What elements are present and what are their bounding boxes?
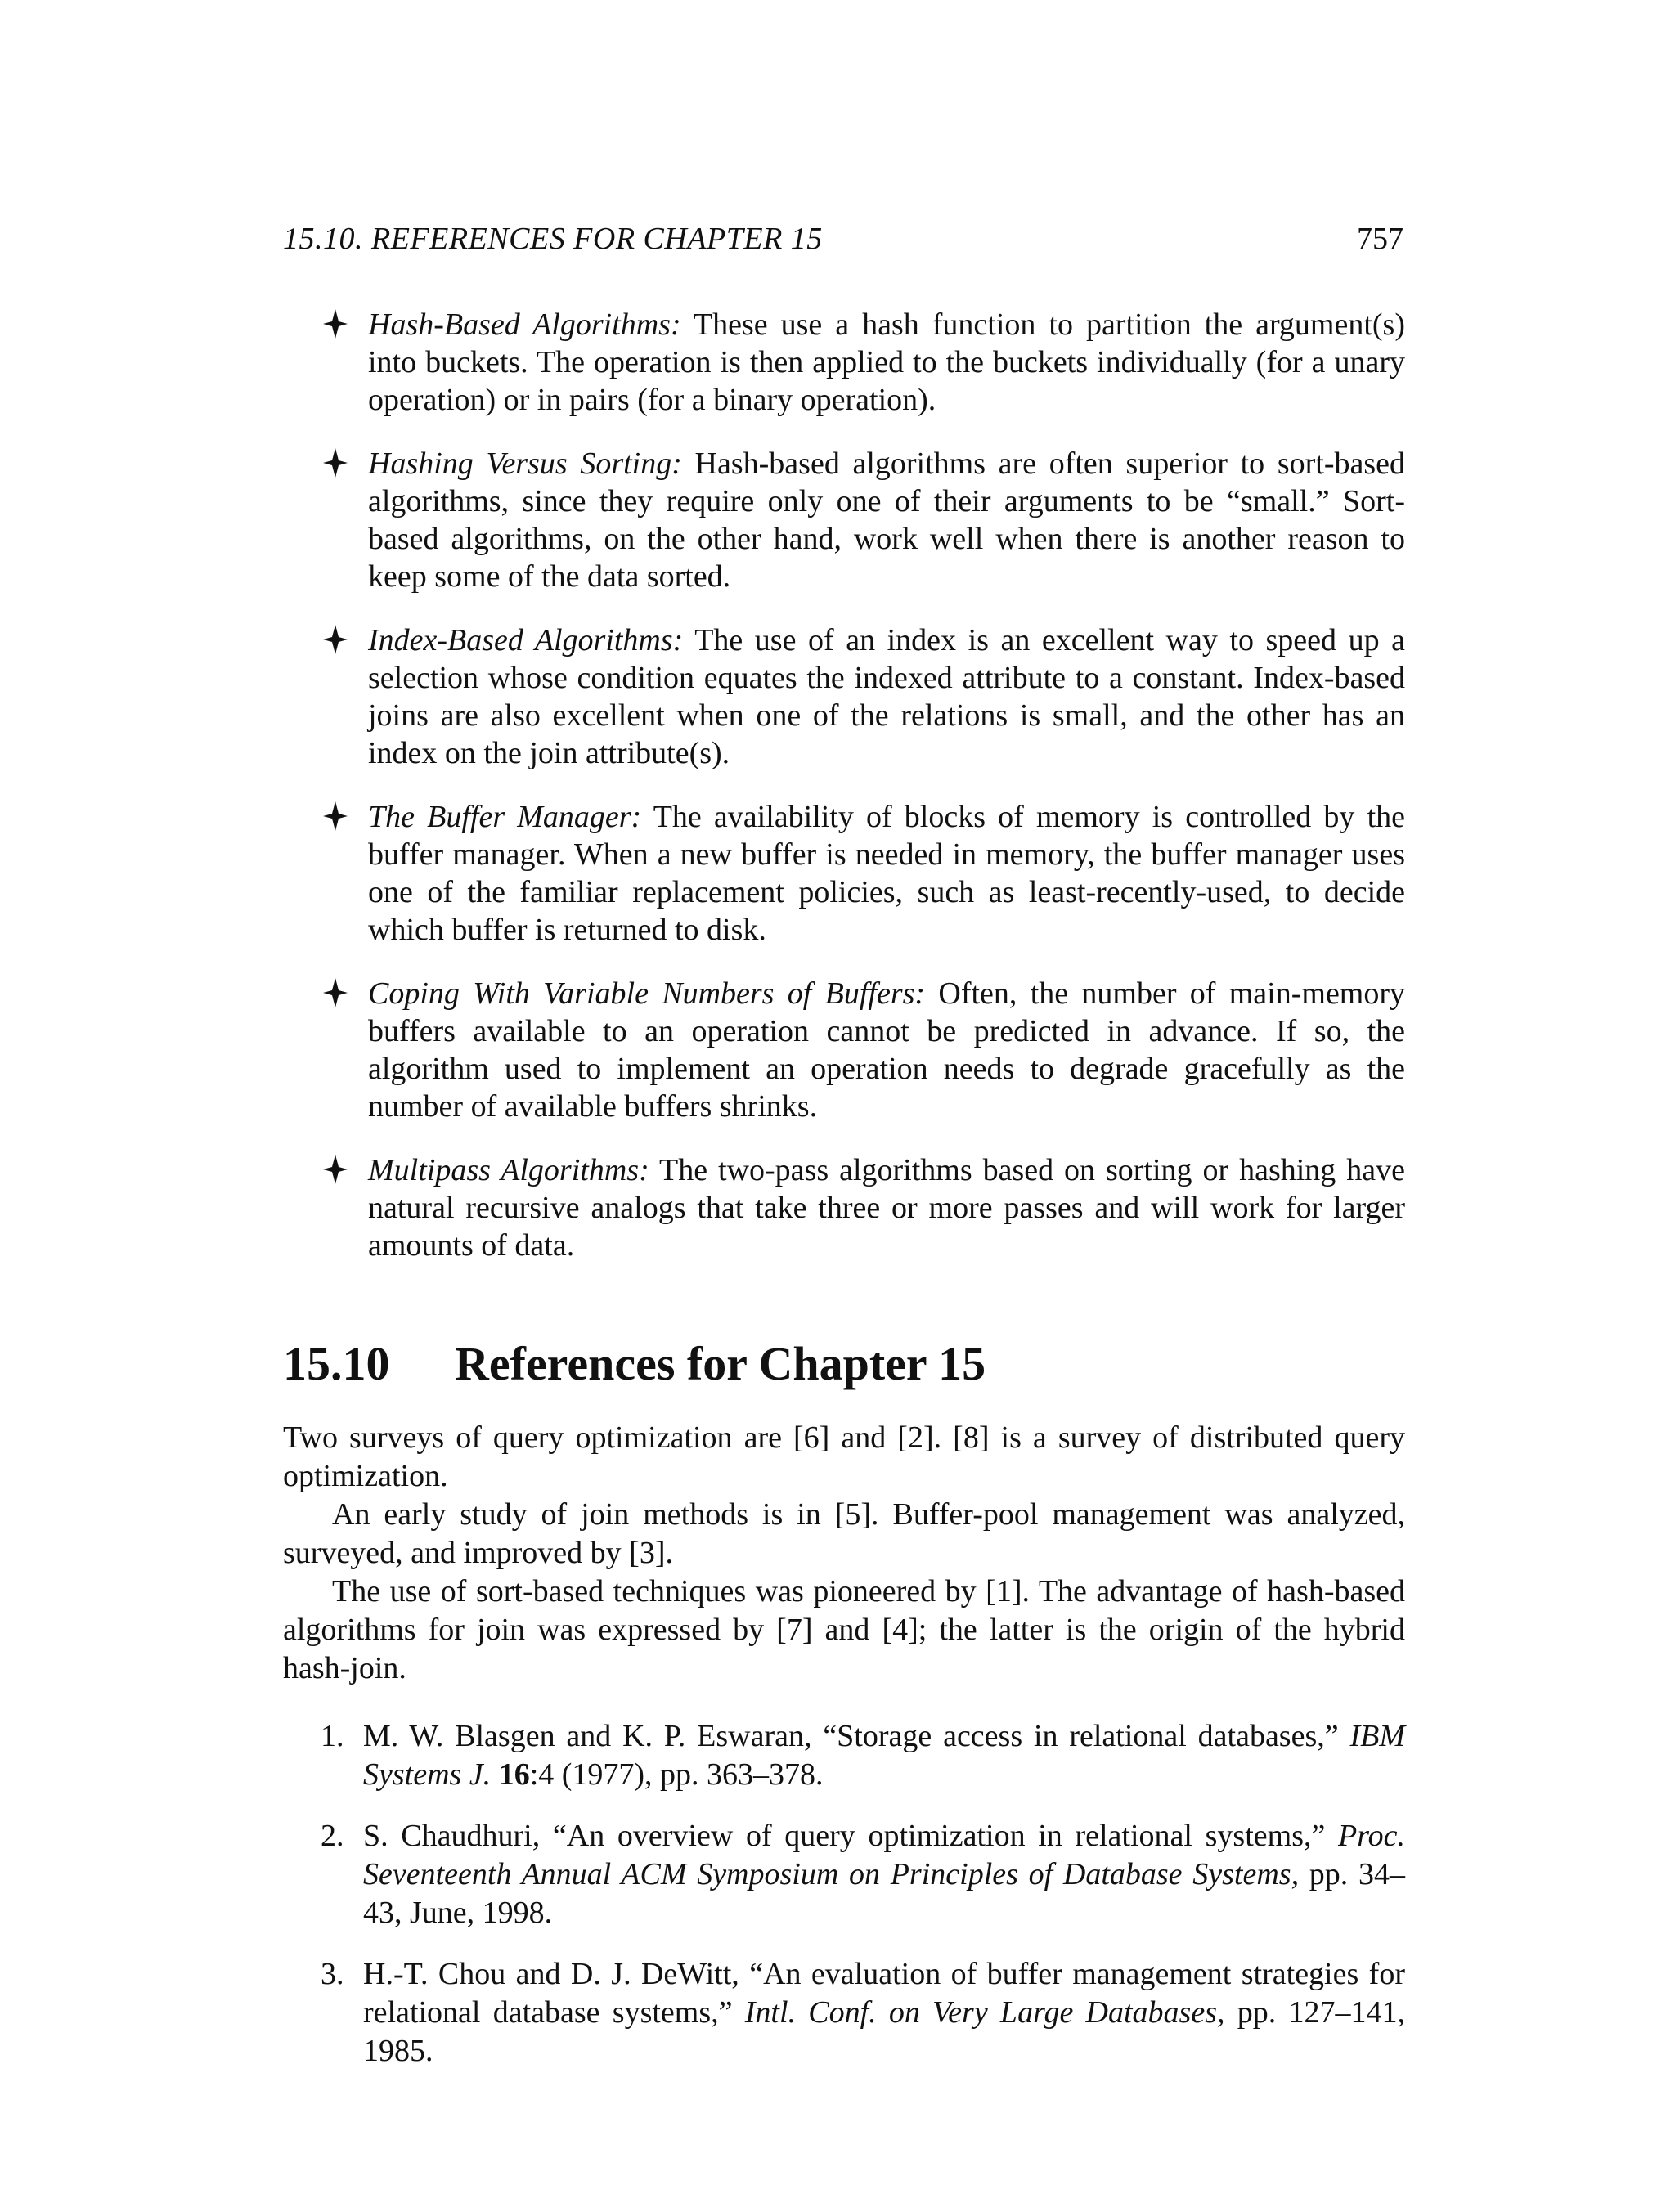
bullet-text: Hash-based algorithms are often superior to sort-based algorithms, since they require only one of their arguments to be “small.” Sort-based algorithms, on the other hand, work well when there is another reason to keep some of the data sorted. xyxy=(368,446,1406,594)
section-number: 15.10 xyxy=(283,1337,390,1390)
bullet-term: Coping With Variable Numbers of Buffers: xyxy=(368,976,926,1011)
summary-bullet-list xyxy=(322,306,1405,1290)
running-title: 15.10. REFERENCES FOR CHAPTER 15 xyxy=(283,222,823,256)
reference-venue: Intl. Conf. on Very Large Databases, xyxy=(744,1995,1225,2030)
section-heading xyxy=(283,1331,986,1397)
bullet-term: Index-Based Algorithms: xyxy=(368,623,684,657)
four-point-star-icon xyxy=(322,446,352,479)
running-header xyxy=(283,214,1403,263)
four-point-star-icon xyxy=(322,1153,352,1186)
reference-authors-title: S. Chaudhuri, “An overview of query optimization in relational systems,” xyxy=(363,1819,1339,1853)
reference-list xyxy=(283,1717,1405,2093)
paragraph: An early study of join methods is in [5]. Buffer-pool management was analyzed, surveyed, and improved by [3]. xyxy=(283,1497,1405,1570)
four-point-star-icon xyxy=(322,623,352,656)
bullet-text: The two-pass algorithms based on sorting or hashing have natural recursive analogs that take three or more passes and will work for larger amounts of data. xyxy=(368,1153,1405,1263)
references-intro xyxy=(283,1419,1405,1688)
paragraph: Two surveys of query optimization are [6] and [2]. [8] is a survey of distributed query optimization. xyxy=(283,1420,1405,1493)
four-point-star-icon xyxy=(322,800,352,832)
bullet-text: The availability of blocks of memory is controlled by the buffer manager. When a new buffer is needed in memory, the buffer manager uses one of the familiar replacement policies, such as least-recently-used, to decide which buffer is returned to disk. xyxy=(368,800,1405,947)
reference-number: 3. xyxy=(321,1957,344,1991)
bullet-text: The use of an index is an excellent way to speed up a selection whose condition equates the indexed attribute to a constant. Index-based joins are also excellent when one of the relations is small, and the other has an index on the join attribute(s). xyxy=(368,623,1405,770)
bullet-text: Often, the number of main-memory buffers available to an operation cannot be predicted in advance. If so, the algorithm used to implement an operation needs to degrade gracefully as the number of available buffers shrinks. xyxy=(368,976,1406,1124)
reference-authors-title: M. W. Blasgen and K. P. Eswaran, “Storage access in relational databases,” xyxy=(363,1719,1350,1753)
section-title: References for Chapter 15 xyxy=(455,1337,986,1390)
reference-item xyxy=(283,1717,1405,1794)
reference-details: :4 (1977), pp. 363–378. xyxy=(529,1757,824,1792)
reference-details: pp. 34–43, June, 1998. xyxy=(363,1857,1406,1930)
summary-bullet xyxy=(322,975,1405,1125)
reference-volume: 16 xyxy=(491,1757,530,1792)
reference-venue: Proc. Seventeenth Annual ACM Symposium on Principles of Database Systems, xyxy=(363,1819,1405,1891)
reference-item xyxy=(283,1817,1405,1932)
reference-venue: IBM Systems J. xyxy=(363,1719,1405,1792)
four-point-star-icon xyxy=(322,307,352,340)
paragraph: The use of sort-based techniques was pioneered by [1]. The advantage of hash-based algorithms for join was expressed by [7] and [4]; the latter is the origin of the hybrid hash-join. xyxy=(283,1574,1405,1685)
reference-item xyxy=(283,1955,1405,2071)
reference-number: 2. xyxy=(321,1819,344,1853)
summary-bullet xyxy=(322,1151,1405,1264)
summary-bullet xyxy=(322,306,1405,419)
summary-bullet xyxy=(322,621,1405,772)
reference-details: pp. 127–141, 1985. xyxy=(363,1995,1405,2068)
four-point-star-icon xyxy=(322,976,352,1009)
bullet-text: These use a hash function to partition the argument(s) into buckets. The operation is then applied to the buckets individually (for a unary operation) or in pairs (for a binary operation). xyxy=(368,307,1405,417)
reference-authors-title: H.-T. Chou and D. J. DeWitt, “An evaluation of buffer management strategies for relational database systems,” xyxy=(363,1957,1405,2030)
page-number: 757 xyxy=(1357,222,1403,256)
bullet-term: Multipass Algorithms: xyxy=(368,1153,649,1187)
bullet-term: The Buffer Manager: xyxy=(368,800,642,834)
bullet-term: Hash-Based Algorithms: xyxy=(368,307,681,342)
reference-number: 1. xyxy=(321,1719,344,1753)
bullet-term: Hashing Versus Sorting: xyxy=(368,446,682,481)
summary-bullet xyxy=(322,445,1405,595)
summary-bullet xyxy=(322,798,1405,949)
